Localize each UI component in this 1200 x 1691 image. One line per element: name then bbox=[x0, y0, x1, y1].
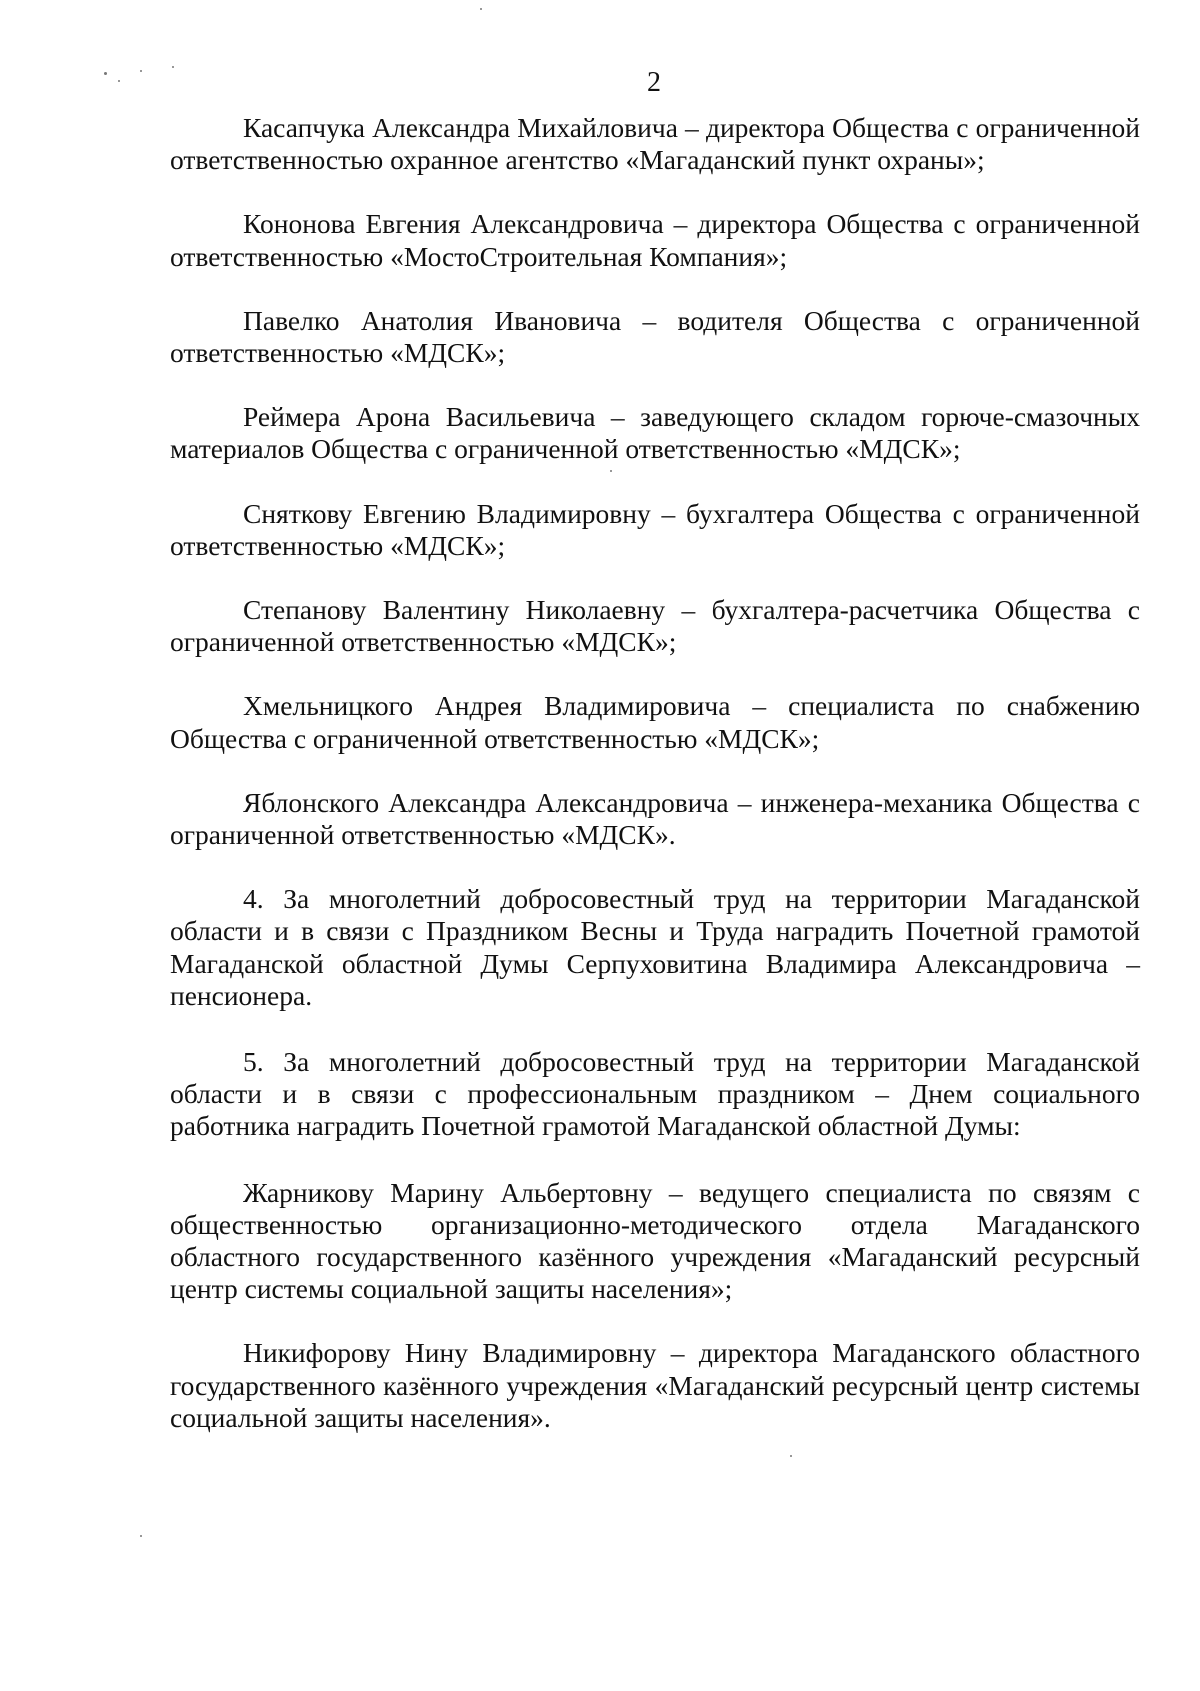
scan-speck bbox=[172, 66, 174, 68]
award-recipient-paragraph: Яблонского Александра Александровича – инженера-механика Общества с ограниченной ответственностью «МДСК». bbox=[170, 786, 1140, 851]
award-recipient-paragraph: Кононова Евгения Александровича – директора Общества с ограниченной ответственностью «МостоСтроительная Компания»; bbox=[170, 208, 1140, 272]
document-body bbox=[170, 112, 1140, 1466]
scan-speck bbox=[610, 470, 612, 472]
award-recipient-paragraph: Степанову Валентину Николаевну – бухгалтера-расчетчика Общества с ограниченной ответственностью «МДСК»; bbox=[170, 594, 1140, 658]
award-recipient-paragraph: Никифорову Нину Владимировну – директора Магаданского областного государственного казённого учреждения «Магаданский ресурсный центр системы социальной защиты населения». bbox=[170, 1337, 1140, 1433]
scan-speck bbox=[118, 80, 120, 82]
award-recipient-paragraph: Хмельницкого Андрея Владимировича – специалиста по снабжению Общества с ограниченной ответственностью «МДСК»; bbox=[170, 690, 1140, 754]
award-recipient-paragraph: Жарникову Марину Альбертовну – ведущего специалиста по связям с общественностью организационно-методического отдела Магаданского областного государственного казённого учреждения «Магаданский ресурсный центр системы социальной защиты населения»; bbox=[170, 1176, 1140, 1305]
scan-speck bbox=[790, 1455, 792, 1457]
award-recipient-paragraph: Касапчука Александра Михайловича – директора Общества с ограниченной ответственностью охранное агентство «Магаданский пункт охраны»; bbox=[170, 112, 1140, 176]
award-recipient-paragraph: Павелко Анатолия Ивановича – водителя Общества с ограниченной ответственностью «МДСК»; bbox=[170, 304, 1140, 369]
resolution-item-4: 4. За многолетний добросовестный труд на территории Магаданской области и в связи с Праздником Весны и Труда наградить Почетной грамотой Магаданской областной Думы Серпуховитина Владимира Александровича – пенсионера. bbox=[170, 883, 1140, 1011]
award-recipient-paragraph: Сняткову Евгению Владимировну – бухгалтера Общества с ограниченной ответственностью «МДСК»; bbox=[170, 497, 1140, 561]
scan-speck bbox=[104, 72, 107, 75]
award-recipient-paragraph: Реймера Арона Васильевича – заведующего складом горюче-смазочных материалов Общества с ограниченной ответственностью «МДСК»; bbox=[170, 401, 1140, 465]
page-number: 2 bbox=[647, 67, 661, 98]
scan-speck bbox=[140, 70, 142, 72]
scan-speck bbox=[480, 8, 482, 10]
scan-speck bbox=[140, 1535, 142, 1537]
resolution-item-5: 5. За многолетний добросовестный труд на территории Магаданской области и в связи с профессиональным праздником – Днем социального работника наградить Почетной грамотой Магаданской областной Думы: bbox=[170, 1046, 1140, 1142]
